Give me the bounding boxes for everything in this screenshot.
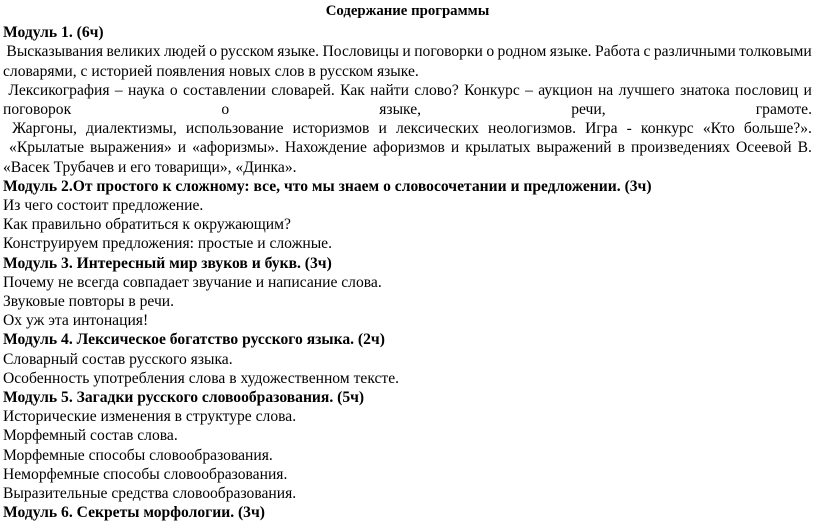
word: крылатых (465, 139, 531, 157)
module-5-item: Морфемные способы словообразования. (3, 446, 273, 464)
module-5-heading: Модуль 5. Загадки русского словообразования. (5ч) (3, 389, 365, 407)
word: афоризмов (372, 139, 445, 157)
word: Жаргоны, (12, 120, 77, 138)
word: Высказывания (6, 43, 104, 61)
module-5-item: Неморфемные способы словообразования. (3, 465, 288, 483)
word: пословиц (735, 81, 799, 99)
word: аукцион (538, 81, 593, 99)
word: словарей. (271, 81, 335, 99)
word: поговорок (3, 101, 72, 119)
document-title: Содержание программы (325, 3, 490, 19)
module-3-item: Звуковые повторы в речи. (3, 293, 175, 311)
word: Нахождение (284, 139, 367, 157)
word: поговорки (414, 43, 483, 61)
module-5-item: Морфемный состав слова. (3, 427, 178, 445)
word: конкурс (640, 120, 694, 138)
module-3-item: Почему не всегда совпадает звучание и написание слова. (3, 273, 382, 291)
word: языке. (549, 43, 592, 61)
word: о (486, 43, 495, 61)
word: родном (497, 43, 547, 61)
module-1-heading: Модуль 1. (6ч) (3, 24, 104, 42)
module-2-item: Из чего состоит предложение. (3, 197, 204, 215)
module-5-item: Выразительные средства словообразования. (3, 485, 297, 503)
module-2-item: Как правильно обратиться к окружающим? (3, 216, 291, 234)
word: Осеевой (736, 139, 792, 157)
word: различными (653, 43, 736, 61)
module-3-heading: Модуль 3. Интересный мир звуков и букв. (3ч) (3, 254, 332, 272)
word: русском (220, 43, 274, 61)
word: «афоризмы». (192, 139, 279, 157)
module-4-heading: Модуль 4. Лексическое богатство русского языка. (2ч) (3, 331, 385, 349)
word: и (378, 120, 387, 138)
module-1-line-2: словарями, с историей появления новых слов в русском языке. (3, 62, 419, 80)
word: Игра (585, 120, 618, 138)
word: лексических (395, 120, 479, 138)
word: и (402, 43, 411, 61)
module-3-item: Ох уж эта интонация! (3, 312, 149, 330)
word: на (597, 81, 614, 99)
word: толковыми (739, 43, 812, 61)
word: использование (185, 120, 284, 138)
word: знатока (680, 81, 730, 99)
word: слово? (414, 81, 459, 99)
module-4-item: Словарный состав русского языка. (3, 350, 233, 368)
module-1-line-3 (3, 81, 812, 100)
word: историзмов (292, 120, 370, 138)
word: лучшего (618, 81, 675, 99)
module-5-item: Исторические изменения в структуре слова. (3, 408, 297, 426)
module-1-line-7: «Васек Трубачев и его товарищи», «Динка». (3, 158, 297, 176)
word: и (177, 139, 187, 157)
word: и (450, 139, 460, 157)
module-1-line-1 (3, 42, 812, 61)
word: В. (797, 139, 812, 157)
word: о (221, 101, 230, 119)
word: неологизмов. (488, 120, 577, 138)
module-2-item: Конструируем предложения: простые и сложные. (3, 235, 332, 253)
word: наука (128, 81, 165, 99)
word: Как (340, 81, 365, 99)
word: Конкурс (464, 81, 520, 99)
word: языке. (277, 43, 320, 61)
module-1-line-5 (3, 119, 812, 138)
word: Работа (595, 43, 641, 61)
word: «Крылатые (9, 139, 84, 157)
word: произведениях (631, 139, 730, 157)
word: диалектизмы, (86, 120, 177, 138)
word: и (803, 81, 812, 99)
word: грамоте. (755, 101, 812, 119)
word: – (114, 81, 123, 99)
word: - (626, 120, 632, 138)
word: великих (106, 43, 161, 61)
word: Пословицы (322, 43, 399, 61)
module-2-heading: Модуль 2.От простого к сложному: все, что мы знаем о словосочетании и предложении. (3ч) (3, 177, 652, 195)
module-1-line-4 (3, 100, 812, 119)
word: речи, (571, 101, 606, 119)
word: о (209, 43, 218, 61)
word: людей (163, 43, 206, 61)
module-4-item: Особенность употребления слова в художественном тексте. (3, 369, 400, 387)
word: языке, (379, 101, 422, 119)
word: составлении (183, 81, 266, 99)
module-1-line-6 (3, 138, 812, 157)
word: выражения» (90, 139, 172, 157)
word: Лексикография (8, 81, 110, 99)
word: «Кто (702, 120, 735, 138)
word: – (525, 81, 533, 99)
module-6-heading: Модуль 6. Секреты морфологии. (3ч) (3, 504, 265, 522)
word: в (617, 139, 626, 157)
word: выражений (536, 139, 612, 157)
word: с (643, 43, 651, 61)
word: найти (370, 81, 409, 99)
word: о (169, 81, 178, 99)
word: больше?». (743, 120, 812, 138)
